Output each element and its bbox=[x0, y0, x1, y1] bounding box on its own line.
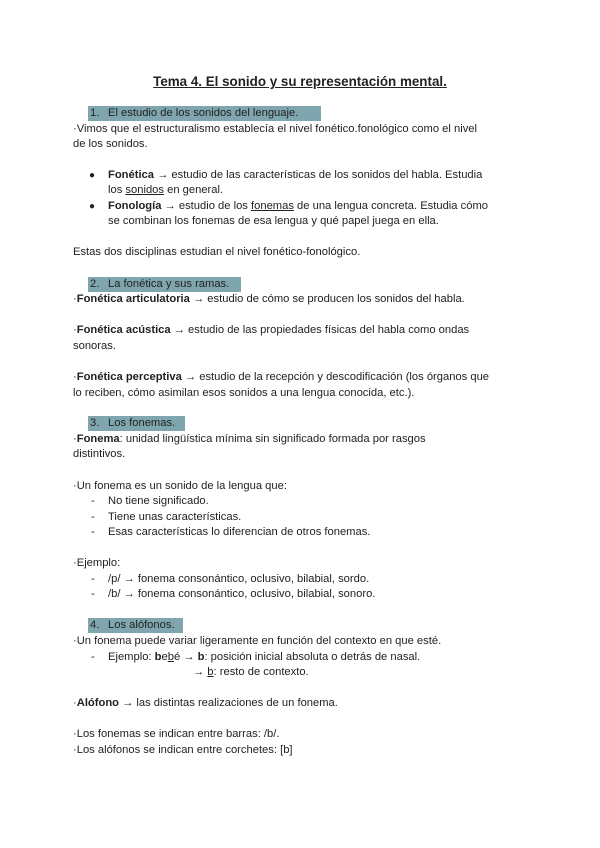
text: → estudio de la recepción y descodificación (los órganos que bbox=[181, 371, 490, 383]
s1-bullet1-line2 bbox=[108, 183, 223, 199]
text: é bbox=[173, 651, 181, 663]
list-item: No tiene significado. bbox=[108, 495, 209, 507]
text: b bbox=[207, 666, 214, 678]
text: → estudio de cómo se producen los sonidos del habla. bbox=[189, 293, 465, 305]
section-3-number: 3. bbox=[90, 417, 100, 429]
text: en general. bbox=[163, 184, 224, 196]
text: · bbox=[73, 293, 77, 305]
section-1-heading bbox=[88, 106, 321, 121]
text: b bbox=[167, 651, 174, 663]
text: : unidad lingüística mínima sin significado formada por rasgos bbox=[119, 433, 426, 445]
s4-example-line2 bbox=[193, 665, 309, 681]
s2-branch1 bbox=[73, 292, 465, 308]
term-articulatoria: Fonética articulatoria bbox=[76, 293, 190, 305]
section-3-title: Los fonemas. bbox=[108, 417, 176, 429]
section-2-heading bbox=[88, 277, 241, 292]
text: b bbox=[197, 651, 205, 663]
bullet-icon: ● bbox=[89, 170, 96, 181]
s4-note-alofonos: ·Los alófonos se indican entre corchetes: [b] bbox=[73, 744, 293, 756]
text: · bbox=[73, 697, 77, 709]
text: de una lengua concreta. Estudia cómo bbox=[293, 200, 488, 212]
text: → estudio de las propiedades físicas del habla como ondas bbox=[170, 324, 470, 336]
dash-marker: - bbox=[91, 495, 95, 507]
term-fonema: Fonema bbox=[76, 433, 120, 445]
dash-marker: - bbox=[91, 511, 95, 523]
dash-marker: - bbox=[91, 573, 95, 585]
s3-definition-line2: distintivos. bbox=[73, 448, 126, 460]
term-alofono: Alófono bbox=[76, 697, 119, 709]
s4-intro: ·Un fonema puede variar ligeramente en función del contexto en que esté. bbox=[73, 635, 442, 647]
text: : posición inicial absoluta o detrás de nasal. bbox=[204, 651, 421, 663]
bullet-icon: ● bbox=[89, 201, 96, 212]
underlined-fonemas: fonemas bbox=[251, 200, 294, 212]
list-item: Esas características lo diferencian de otros fonemas. bbox=[108, 526, 371, 538]
s4-definition bbox=[73, 696, 338, 712]
s2-branch2-line1 bbox=[73, 323, 469, 339]
text: → estudio de los bbox=[161, 200, 252, 212]
s4-example-line1 bbox=[108, 650, 420, 666]
section-4-heading bbox=[88, 618, 183, 633]
text: → bbox=[180, 651, 198, 663]
s1-intro-line2: de los sonidos. bbox=[73, 138, 148, 150]
term-acustica: Fonética acústica bbox=[76, 324, 171, 336]
term-fonetica: Fonética bbox=[108, 169, 155, 181]
term-perceptiva: Fonética perceptiva bbox=[76, 371, 182, 383]
section-1-title: El estudio de los sonidos del lenguaje. bbox=[108, 107, 299, 119]
example-item: /b/ → fonema consonántico, oclusivo, bilabial, sonoro. bbox=[108, 588, 376, 600]
s3-list-intro: ·Un fonema es un sonido de la lengua que: bbox=[73, 480, 287, 492]
s2-branch3-line1 bbox=[73, 370, 489, 386]
s1-intro-line1: ·Vimos que el estructuralismo establecía el nivel fonético.fonológico como el nivel bbox=[73, 123, 477, 135]
section-1-number: 1. bbox=[90, 107, 100, 119]
s4-note-fonemas: ·Los fonemas se indican entre barras: /b/. bbox=[73, 728, 280, 740]
text: → bbox=[193, 666, 208, 678]
text: b bbox=[154, 651, 162, 663]
s1-bullet1-line1 bbox=[108, 168, 482, 184]
dash-marker: - bbox=[91, 651, 95, 663]
dash-marker: - bbox=[91, 526, 95, 538]
section-4-title: Los alófonos. bbox=[108, 619, 175, 631]
dash-marker: - bbox=[91, 588, 95, 600]
section-4-number: 4. bbox=[90, 619, 100, 631]
s1-outro: Estas dos disciplinas estudian el nivel fonético-fonológico. bbox=[73, 246, 361, 258]
s3-example-intro: ·Ejemplo: bbox=[73, 557, 121, 569]
text: → las distintas realizaciones de un fonema. bbox=[118, 697, 338, 709]
section-3-heading bbox=[88, 416, 185, 431]
s2-branch2-line2: sonoras. bbox=[73, 340, 116, 352]
section-2-title: La fonética y sus ramas. bbox=[108, 278, 230, 290]
underlined-sonidos: sonidos bbox=[125, 184, 164, 196]
text: · bbox=[73, 371, 77, 383]
s1-bullet2-line1 bbox=[108, 199, 488, 215]
term-fonologia: Fonología bbox=[108, 200, 162, 212]
text: : resto de contexto. bbox=[213, 666, 309, 678]
text: · bbox=[73, 433, 77, 445]
s2-branch3-line2: lo reciben, cómo asimilan esos sonidos a una lengua conocida, etc.). bbox=[73, 387, 415, 399]
page-title: Tema 4. El sonido y su representación mental. bbox=[153, 74, 447, 89]
example-item: /p/ → fonema consonántico, oclusivo, bilabial, sordo. bbox=[108, 573, 370, 585]
list-item: Tiene unas características. bbox=[108, 511, 242, 523]
section-2-number: 2. bbox=[90, 278, 100, 290]
text: e bbox=[161, 651, 168, 663]
s1-bullet2-line2: se combinan los fonemas de esa lengua y qué papel juega en ella. bbox=[108, 215, 439, 227]
text: los bbox=[108, 184, 126, 196]
text: · bbox=[73, 324, 77, 336]
text: Ejemplo: bbox=[108, 651, 155, 663]
s1-bullet1-text: → estudio de las características de los sonidos del habla. Estudia bbox=[154, 169, 483, 181]
s3-definition-line1 bbox=[73, 432, 426, 448]
